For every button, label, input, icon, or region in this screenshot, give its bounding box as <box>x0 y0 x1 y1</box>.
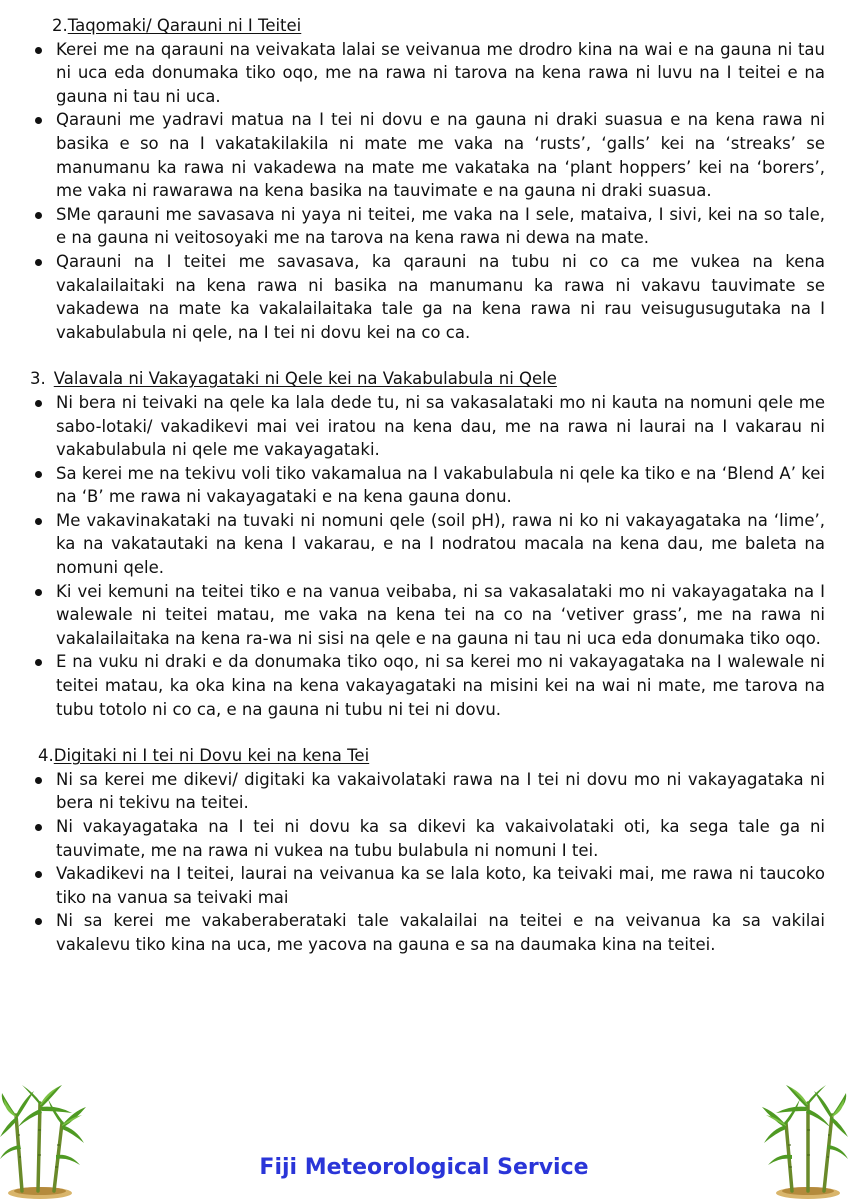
section-title: Digitaki ni I tei ni Dovu kei na kena Tei <box>53 746 370 766</box>
list-item: E na vuku ni draki e da donumaka tiko oqo, ni sa kerei mo ni vakayagataka na I walewale ni teitei matau, ka oka kina na kena vakayagataki na misini kei na wai ni mate, me tarova na tubu totolo ni co ca, e na gauna ni tubu ni tei ni dovu. <box>30 650 825 721</box>
section-3 <box>30 367 825 721</box>
sugarcane-plant-icon <box>0 1085 86 1200</box>
list-item: Ni vakayagataka na I tei ni dovu ka sa dikevi ka vakaivolataki oti, ka sega tale ga ni tauvimate, me na rawa ni vukea na tubu bulabula ni nomuni I tei. <box>30 815 825 862</box>
section-number: 4. <box>38 746 54 766</box>
list-item: Me vakavinakataki na tuvaki ni nomuni qele (soil pH), rawa ni ko ni vakayagataka na ‘lime’, ka na vakatautaki na kena I vakarau, e na I nodratou macala na kena dau, me baleta na nomuni qele. <box>30 509 825 580</box>
organization-name: Fiji Meteorological Service <box>259 1155 589 1180</box>
section-title: Valavala ni Vakayagataki ni Qele kei na Vakabulabula ni Qele <box>53 369 557 389</box>
section-title: Taqomaki/ Qarauni ni I Teitei <box>67 16 302 35</box>
list-item: SMe qarauni me savasava ni yaya ni teitei, me vaka na I sele, mataiva, I sivi, kei na so tale, e na gauna ni veitosoyaki me na tarova na kena rawa ni dewa na mate. <box>30 203 825 250</box>
section-4 <box>30 744 825 956</box>
list-item: Vakadikevi na I teitei, laurai na veivanua ka se lala koto, ka teivaki mai, me rawa ni taucoko tiko na vanua sa teivaki mai <box>30 862 825 909</box>
bullet-list <box>30 391 825 721</box>
list-item: Ni bera ni teivaki na qele ka lala dede tu, ni sa vakasalataki mo ni kauta na nomuni qele me sabo-lotaki/ vakadikevi mai vei iratou na kena dau, me na rawa ni laurai na I vakarau ni vakabulabula ni qele me vakayagataki. <box>30 391 825 462</box>
bullet-list <box>30 768 825 957</box>
section-heading <box>30 744 825 768</box>
list-item: Kerei me na qarauni na veivakata lalai se veivanua me drodro kina na wai e na gauna ni tau ni uca eda donumaka tiko oqo, me na rawa ni tarova na kena rawa ni luvu na I teitei e na gauna ni tau ni uca. <box>30 38 825 109</box>
section-heading <box>30 367 825 391</box>
section-number: 3. <box>30 369 46 389</box>
section-2 <box>30 14 825 344</box>
section-number: 2. <box>52 16 68 35</box>
list-item: Ni sa kerei me vakaberaberataki tale vakalailai na teitei e na veivanua ka sa vakilai vakalevu tiko kina na uca, me yacova na gauna e sa na daumaka kina na teitei. <box>30 909 825 956</box>
list-item: Ni sa kerei me dikevi/ digitaki ka vakaivolataki rawa na I tei ni dovu mo ni vakayagataka ni bera ni tekivu na teitei. <box>30 768 825 815</box>
sugarcane-plant-icon <box>762 1085 848 1200</box>
section-heading <box>30 14 825 38</box>
list-item: Qarauni na I teitei me savasava, ka qarauni na tubu ni co ca me vukea na kena vakalailaitaki na kena rawa ni basika na manumanu ka rawa ni vakavu tauvimate se vakadewa na mate ka vakalailaitaka tale ga na kena rawa ni rau veisugusugutaka na I vakabulabula ni qele, na I tei ni dovu kei na co ca. <box>30 250 825 344</box>
list-item: Qarauni me yadravi matua na I tei ni dovu e na gauna ni draki suasua e na kena rawa ni basika e so na I vakatakilakila ni mate me vaka na ‘rusts’, ‘galls’ kei na ‘streaks’ se manumanu ka rawa ni vakadewa na mate me vakataka na ‘plant hoppers’ kei na ‘borers’, me vaka ni rawarawa na kena basika na tauvimate e na gauna ni draki suasua. <box>30 108 825 202</box>
bullet-list <box>30 38 825 345</box>
list-item: Sa kerei me na tekivu voli tiko vakamalua na I vakabulabula ni qele ka tiko e na ‘Blend A’ kei na ‘B’ me rawa ni vakayagataki e na kena gauna donu. <box>30 462 825 509</box>
list-item: Ki vei kemuni na teitei tiko e na vanua veibaba, ni sa vakasalataki mo ni vakayagataka na I walewale ni teitei matau, me vaka na kena tei na co na ‘vetiver grass’, me na rawa ni vakalailaitaka na kena ra-wa ni sisi na qele e na gauna ni tau ni uca eda donumaka tiko oqo. <box>30 580 825 651</box>
document-body <box>30 14 825 979</box>
